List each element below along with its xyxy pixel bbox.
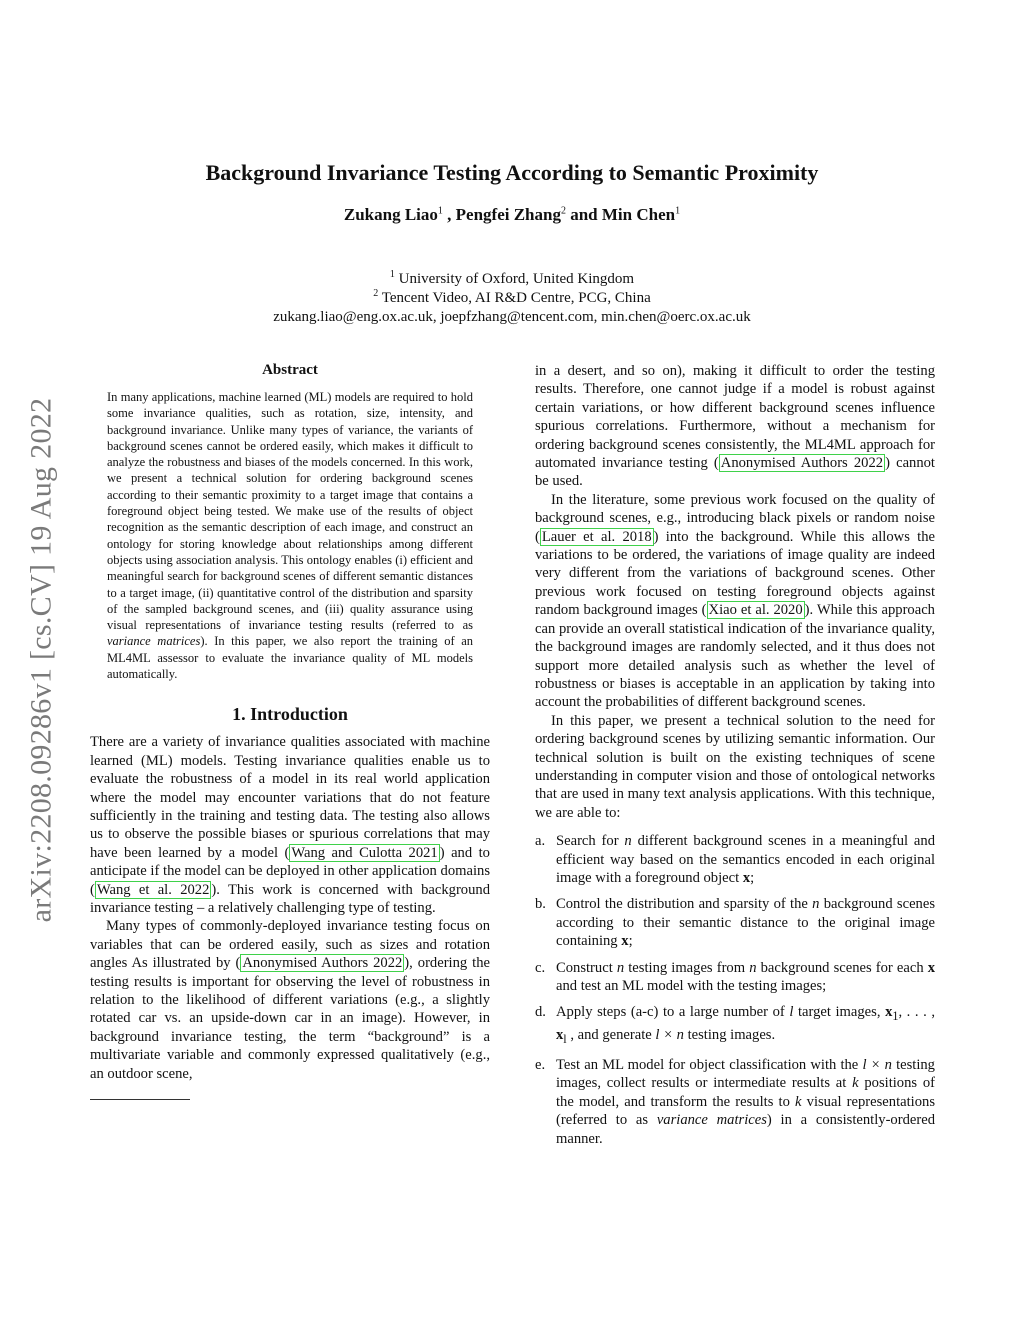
emphasis-text: variance matrices <box>656 1112 767 1129</box>
text-span: Control the distribution and sparsity of the <box>556 896 813 913</box>
affiliation-mark: 1 <box>389 269 395 280</box>
citation-link[interactable]: Xiao et al. 2020 <box>708 602 803 619</box>
text-span: In the literature, some previous work focused on the quality of background scenes, e.g., introducing black pixels or random noise ( <box>535 491 935 545</box>
list-marker: e. <box>535 1057 546 1074</box>
text-span: ) and to anticipate if the model can be deployed in other application domains ( <box>90 844 490 898</box>
abstract-text-part: In many applications, machine learned (ML) models are required to hold some invariance qualities, such as rotation, size, intensity, and background invariance. Unlike many types of variance, the variants of background scenes cannot be ordered easily, which makes it difficult to analyze the robustness and biases of the models concerned. In this work, we present a technical solution for ordering background scenes according to their semantic proximity to a target image that contains a foreground object being tested. We make use of the results of object recognition as the semantic description of each image, and construct an ontology for storing knowledge about relationships among different objects using association analysis. This ontology enables (i) efficient and meaningful search for background scenes of different semantic distances to a target image, (ii) quantitative control of the distribution and sparsity of the sampled background scenes, and (iii) quality assurance using visual representations of invariance testing results (referred to as <box>107 390 473 633</box>
text-span: ) cannot be used. <box>535 455 935 490</box>
author-affiliation-mark: 2 <box>560 205 566 217</box>
math-symbol: k <box>795 1093 802 1110</box>
contribution-list <box>535 832 935 1148</box>
list-item <box>535 959 935 996</box>
text-span: testing images, collect results or intermediate results at <box>556 1057 935 1092</box>
math-symbol: l × n <box>862 1057 892 1074</box>
author-emails: zukang.liao@eng.ox.ac.uk, joepfzhang@tencent.com, min.chen@oerc.ox.ac.uk <box>273 309 751 325</box>
author-list <box>0 205 1024 225</box>
affiliation-mark: 2 <box>373 288 379 299</box>
list-item <box>535 832 935 887</box>
right-column <box>535 362 935 1156</box>
text-span: ; <box>750 869 755 886</box>
text-span: Construct <box>556 959 617 976</box>
citation-link[interactable]: Wang et al. 2022 <box>96 881 210 898</box>
arxiv-id: arXiv:2208.09286v1 [cs.CV] 19 Aug 2022 <box>24 397 58 923</box>
affiliations <box>0 270 1024 327</box>
abstract-text <box>107 389 473 682</box>
author-name: , Pengfei Zhang <box>442 205 561 224</box>
math-symbol: n <box>749 959 757 976</box>
affiliation-line <box>0 289 1024 308</box>
text-span: different background scenes in a meaningful and efficient way based on the semantics encoded in each original image with a foreground object <box>556 833 935 886</box>
intro-paragraph <box>535 491 935 712</box>
text-span: testing images. <box>683 1026 776 1043</box>
intro-paragraph: In this paper, we present a technical solution to the need for ordering background scenes by utilizing semantic information. Our technical solution is built on the existing techniques of scene understanding in computer vision and those of ontological networks that are used in many text analysis applications. With this technique, we are able to: <box>535 712 935 821</box>
intro-paragraph <box>90 733 490 917</box>
author-name: and Min Chen <box>565 205 676 224</box>
list-item-text <box>556 1056 935 1148</box>
math-symbol: l × n <box>655 1026 684 1043</box>
abstract-text-part: ). In this paper, we also report the training of an ML4ML assessor to evaluate the invariance quality of ML models automatically. <box>107 634 474 682</box>
text-span: ; <box>628 933 633 950</box>
list-item-text <box>556 832 935 887</box>
author-name: Zukang Liao <box>343 205 438 224</box>
citation-link[interactable]: Wang and Culotta 2021 <box>291 844 438 861</box>
text-span: Search for <box>556 833 625 850</box>
math-subscript: 1 <box>892 1009 899 1024</box>
left-column <box>90 362 490 1100</box>
math-symbol: x <box>556 1026 564 1043</box>
text-span: testing images from <box>624 959 750 976</box>
list-item <box>535 1056 935 1148</box>
author-affiliation-mark: 1 <box>675 205 681 217</box>
citation-link[interactable]: Anonymised Authors 2022 <box>720 455 884 472</box>
math-symbol: n <box>616 959 625 976</box>
list-marker: b. <box>535 896 546 913</box>
paper-title: Background Invariance Testing According to Semantic Proximity <box>205 160 819 185</box>
math-symbol: n <box>812 896 820 913</box>
text-span: Test an ML model for object classification with the <box>556 1057 863 1074</box>
footnote-rule <box>90 1099 190 1100</box>
text-span: ) in a consistently-ordered manner. <box>556 1112 935 1147</box>
citation-link[interactable]: Anonymised Authors 2022 <box>242 955 403 972</box>
list-item-text <box>556 1003 935 1048</box>
text-span: Many types of commonly-deployed invariance testing focus on variables that can be ordered easily, such as sizes and rotation angles As illustrated by ( <box>90 918 490 972</box>
text-span: ), ordering the testing results is important for observing the level of robustness in relation to the likelihood of different variations (e.g., a slightly rotated car vs. an upside-down car in an image). However, in background invariance testing, the term “background” is a multivariate variable and commonly expressed qualitatively (e.g., an outdoor scene, <box>90 955 490 1082</box>
text-span: There are a variety of invariance qualities associated with machine learned (ML) models. Testing invariance qualities enable us to evaluate the robustness of a model in its real world application where the model may encounter variations that do not feature sufficiently in the training and testing data. The testing also allows us to observe the possible biases or spurious correlations that may have been learned by a model ( <box>90 734 490 861</box>
math-symbol: x <box>742 869 751 886</box>
list-marker: d. <box>535 1004 546 1021</box>
text-span: background scenes according to their semantic distance to the original image containing <box>556 896 935 950</box>
list-item-text <box>556 895 935 950</box>
intro-paragraph <box>535 362 935 491</box>
list-marker: c. <box>535 959 546 976</box>
affiliation-line <box>0 270 1024 289</box>
math-symbol: x <box>885 1004 893 1021</box>
citation-link[interactable]: Lauer et al. 2018 <box>541 528 652 545</box>
math-subscript: l <box>563 1031 567 1046</box>
text-span: visual representations (referred to as <box>556 1093 935 1129</box>
text-span: ). This work is concerned with background invariance testing – a relatively challenging type of testing. <box>90 881 490 916</box>
list-item <box>535 895 935 950</box>
text-span: target images, <box>793 1004 886 1021</box>
text-span: and test an ML model with the testing images; <box>556 978 827 994</box>
list-item <box>535 1003 935 1048</box>
affiliation-text: University of Oxford, United Kingdom <box>394 271 635 287</box>
text-span: in a desert, and so on), making it difficult to order the testing results. Therefore, one cannot judge if a model is robust against certain variations, or how different background scenes influence spurious correlations. Furthermore, without a mechanism for ordering background scenes consistently, the ML4ML approach for automated invariance testing ( <box>535 363 935 472</box>
math-symbol: k <box>852 1075 859 1092</box>
math-symbol: x <box>927 959 936 976</box>
math-symbol: x <box>621 933 629 950</box>
text-span: background scenes for each <box>756 959 928 976</box>
abstract-emphasis: variance matrices <box>107 634 201 649</box>
text-span: ). While this approach can provide an overall statistical indication of the invariance quality, the background images are randomly selected, and it thus does not support more detailed analysis such as whether the level of robustness or biases is acceptable in an application by taking into account the probabilities of different background scenes. <box>535 602 935 711</box>
intro-paragraph <box>90 917 490 1083</box>
text-span: Apply steps (a-c) to a large number of <box>556 1004 790 1021</box>
author-affiliation-mark: 1 <box>437 205 443 217</box>
text-span: , and generate <box>566 1026 656 1043</box>
section-heading-introduction: 1. Introduction <box>232 704 348 725</box>
math-symbol: n <box>624 833 632 850</box>
text-span: ) into the background. While this allows the variations to be ordered, the variations of image quality are indeed very different from the variations of background scenes. Other previous work focused on testing foreground objects against random background images ( <box>535 528 935 619</box>
affiliation-text: Tencent Video, AI R&D Centre, PCG, China <box>378 290 651 306</box>
abstract-heading: Abstract <box>262 362 318 378</box>
text-span: , . . . , <box>898 1004 935 1021</box>
list-item-text <box>556 959 935 996</box>
arxiv-stamp <box>0 320 82 1000</box>
list-marker: a. <box>535 833 546 850</box>
math-symbol: l <box>789 1004 794 1021</box>
text-span: positions of the model, and transform the results to <box>556 1075 936 1110</box>
